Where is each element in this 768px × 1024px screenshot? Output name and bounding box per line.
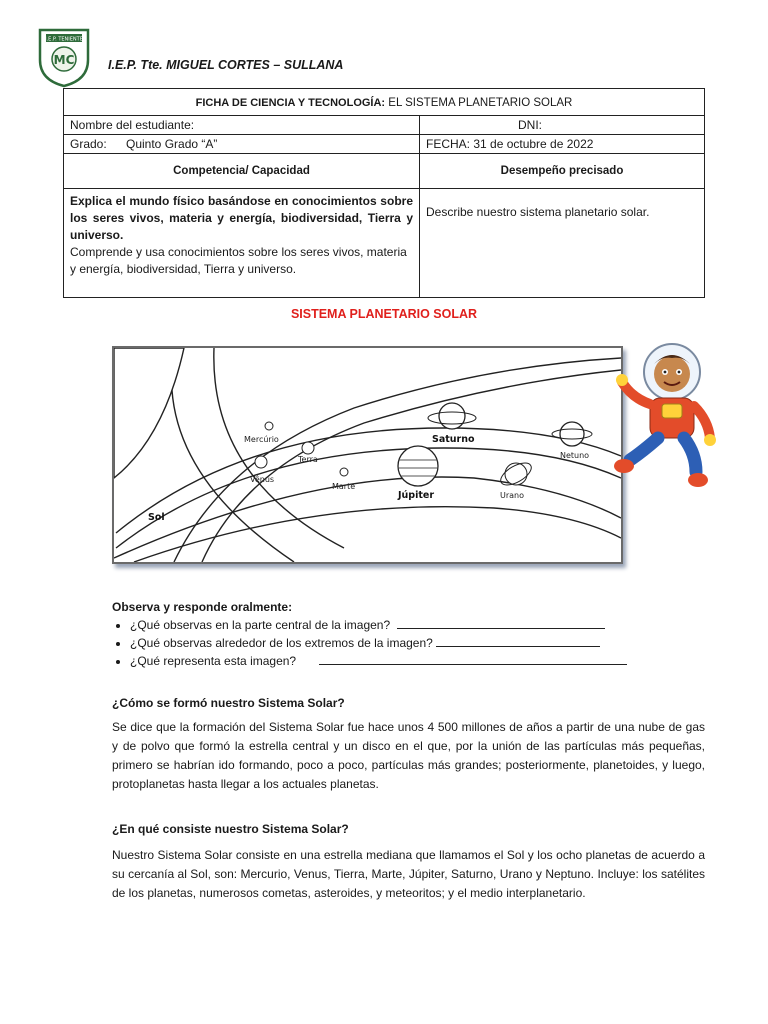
label-jupiter: Júpiter (398, 490, 435, 501)
label-venus: Vênus (250, 475, 275, 484)
solar-system-image (112, 346, 623, 564)
competencia-text: Explica el mundo físico basándose en conocimientos sobre los seres vivos, materia y energía, biodiversidad, Tierra y universo. (70, 194, 413, 242)
student-name-field[interactable] (64, 116, 420, 135)
orbit-4 (174, 358, 621, 562)
answer-line[interactable] (319, 653, 627, 665)
planet-terra (302, 442, 314, 454)
question-item (130, 616, 690, 634)
main-title: SISTEMA PLANETARIO SOLAR (290, 307, 478, 321)
questions-list (106, 616, 690, 670)
orbit-2 (214, 348, 344, 548)
orbit-6 (116, 428, 621, 533)
planet-jupiter (398, 446, 438, 486)
planet-saturno (439, 403, 465, 429)
section-heading-formation: ¿Cómo se formó nuestro Sistema Solar? (112, 696, 345, 710)
planet-mercurio (265, 422, 273, 430)
paragraph-composition: Nuestro Sistema Solar consiste en una estrella mediana que llamamos el Sol y los ocho planetas de acuerdo a su cercanía al Sol, son: Mercurio, Venus, Tierra, Marte, Júpiter, Saturno, Urano y Neptuno. Incluye: los satélites de los planetas, numerosos cometas, asteroides, y meteoritos; y el medio interplanetario. (112, 848, 705, 900)
school-name: I.E.P. Tte. MIGUEL CORTES – SULLANA (108, 58, 344, 72)
observa-heading: Observa y responde oralmente: (112, 600, 293, 614)
ficha-title-bold: FICHA DE CIENCIA Y TECNOLOGÍA: (195, 97, 386, 109)
label-sol: Sol (148, 512, 165, 523)
label-urano: Urano (500, 491, 525, 500)
desempeno-header: Desempeño precisado (420, 154, 705, 189)
planet-venus (255, 456, 267, 468)
grado-cell (64, 135, 420, 154)
section-heading-composition: ¿En qué consiste nuestro Sistema Solar? (112, 822, 349, 836)
orbit-7 (114, 477, 621, 558)
grado-label: Grado: (70, 137, 107, 151)
label-terra: Terra (298, 455, 318, 464)
label-saturno: Saturno (432, 434, 475, 445)
ficha-title (64, 89, 705, 116)
solar-system-drawing (114, 348, 621, 562)
logo-text: I.E.P. TENIENTE (45, 36, 83, 43)
question-item (130, 652, 690, 670)
answer-line[interactable] (397, 617, 605, 629)
question-item (130, 634, 690, 652)
ficha-title-rest: EL SISTEMA PLANETARIO SOLAR (385, 97, 573, 109)
paragraph-formation: Se dice que la formación del Sistema Solar fue hace unos 4 500 millones de años a partir de una nube de gas y de polvo que formó la estrella central y un disco en el que, por la unión de las partículas más pequeñas, primero se habrían ido formando, poco a poco, partículas más grandes; posteriormente, planetoides, y luego, protoplanetas hasta llegar a los actuales planetas. (112, 720, 705, 791)
question-text: ¿Qué representa esta imagen? (130, 654, 297, 668)
school-logo (36, 26, 92, 88)
ficha-table (63, 88, 705, 298)
planet-marte (340, 468, 348, 476)
competencia-cell (64, 189, 420, 298)
question-text: ¿Qué observas en la parte central de la imagen? (130, 618, 391, 632)
orbit-8 (134, 507, 621, 562)
competencia-header: Competencia/ Capacidad (64, 154, 420, 189)
student-name-label: Nombre del estudiante: (70, 118, 195, 132)
grado-value: Quinto Grado “A” (126, 137, 218, 151)
dni-label: DNI: (518, 118, 542, 132)
desempeno-cell: Describe nuestro sistema planetario solar. (420, 189, 705, 298)
dni-field[interactable] (420, 116, 705, 135)
sun-shape (114, 348, 184, 478)
question-text: ¿Qué observas alrededor de los extremos de la imagen? (130, 636, 433, 650)
label-netuno: Netuno (560, 451, 590, 460)
logo-monogram: MC (53, 53, 75, 67)
orbit-1 (172, 348, 295, 562)
planet-urano (505, 463, 527, 485)
fecha-cell: FECHA: 31 de octubre de 2022 (420, 135, 705, 154)
astronaut-illustration (612, 342, 724, 492)
planet-netuno (560, 422, 584, 446)
orbit-5 (116, 448, 621, 548)
label-mercurio: Mercúrio (244, 435, 279, 444)
answer-line[interactable] (436, 635, 600, 647)
capacidad-text: Comprende y usa conocimientos sobre los seres vivos, materia y energía, biodiversidad, Tierra y universo. (70, 245, 407, 276)
label-marte: Marte (332, 482, 356, 491)
